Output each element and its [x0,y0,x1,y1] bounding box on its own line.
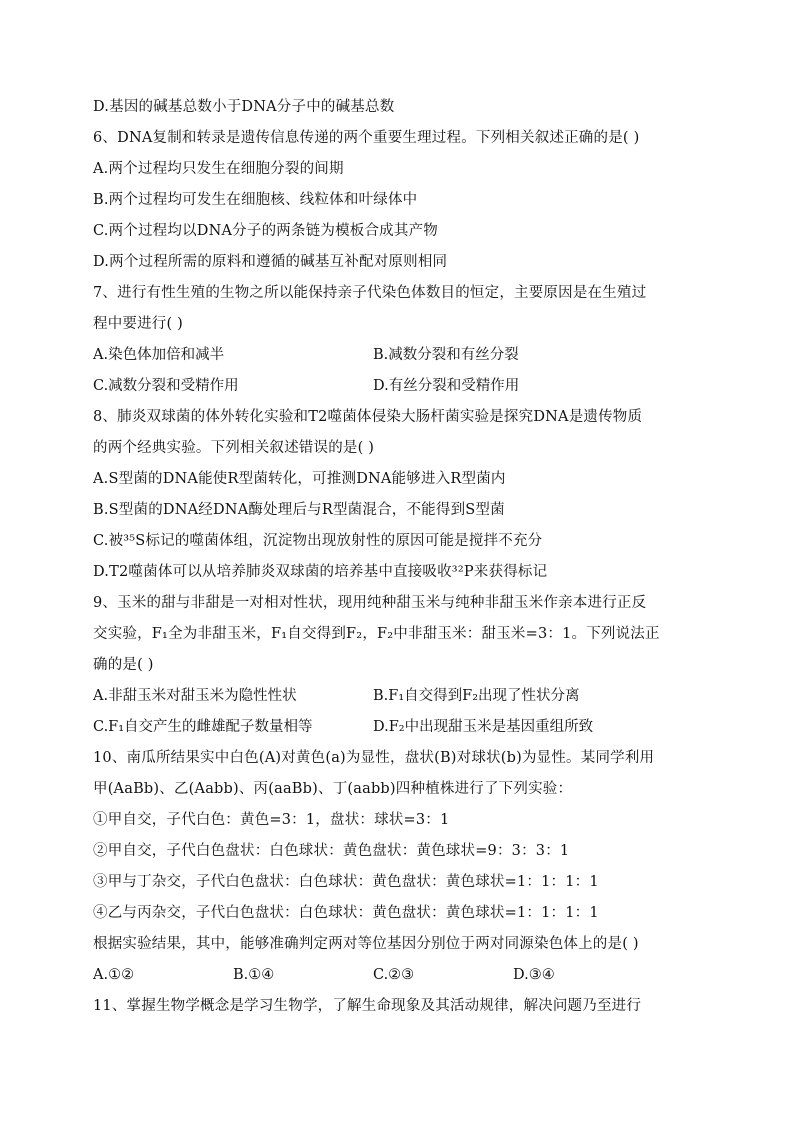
answer-option: A.非甜玉米对甜玉米为隐性性状 [93,688,297,704]
text-line: A.S型菌的DNA能使R型菌转化，可推测DNA能够进入R型菌内 [93,471,506,487]
text-line: ②甲自交，子代白色盘状：白色球状：黄色盘状：黄色球状=9：3：3：1 [93,843,570,859]
answer-option: C.F₁自交产生的雌雄配子数量相等 [93,719,313,735]
text-line: D.两个过程所需的原料和遵循的碱基互补配对原则相同 [93,254,448,270]
answer-option: C.②③ [373,967,415,983]
option-row [93,960,703,991]
text-line: 7、进行有性生殖的生物之所以能保持亲子代染色体数目的恒定，主要原因是在生殖过 [93,285,647,301]
text-line: 10、南瓜所结果实中白色(A)对黄色(a)为显性，盘状(B)对球状(b)为显性。某同学利用 [93,750,655,766]
answer-option: B.F₁自交得到F₂出现了性状分离 [373,688,580,704]
answer-option: C.减数分裂和受精作用 [93,378,239,394]
option-row [93,712,703,743]
text-line: ④乙与丙杂交，子代白色盘状：白色球状：黄色盘状：黄色球状=1：1：1：1 [93,905,599,921]
text-line: ③甲与丁杂交，子代白色盘状：白色球状：黄色盘状：黄色球状=1：1：1：1 [93,874,599,890]
text-line: ①甲自交，子代白色：黄色=3：1，盘状：球状=3：1 [93,812,450,828]
answer-option: D.F₂中出现甜玉米是基因重组所致 [373,719,594,735]
text-line: C.两个过程均以DNA分子的两条链为模板合成其产物 [93,223,438,239]
text-line: A.两个过程均只发生在细胞分裂的间期 [93,161,344,177]
text-line: B.S型菌的DNA经DNA酶处理后与R型菌混合，不能得到S型菌 [93,502,505,518]
text-line: D.基因的碱基总数小于DNA分子中的碱基总数 [93,99,395,115]
option-row [93,340,703,371]
document-page [93,92,703,1022]
text-line: 的两个经典实验。下列相关叙述错误的是( ) [93,440,375,456]
text-line: 甲(AaBb)、乙(Aabb)、丙(aaBb)、丁(aabb)四种植株进行了下列实验： [93,781,573,797]
answer-option: A.①② [93,967,135,983]
text-line: 交实验，F₁全为非甜玉米，F₁自交得到F₂，F₂中非甜玉米：甜玉米=3：1。下列说法正 [93,626,660,642]
option-row [93,681,703,712]
answer-option: D.③④ [513,967,555,983]
answer-option: D.有丝分裂和受精作用 [373,378,520,394]
text-line: 程中要进行( ) [93,316,184,332]
text-line: 8、肺炎双球菌的体外转化实验和T2噬菌体侵染大肠杆菌实验是探究DNA是遗传物质 [93,409,643,425]
text-line: 9、玉米的甜与非甜是一对相对性状，现用纯种甜玉米与纯种非甜玉米作亲本进行正反 [93,595,647,611]
text-line: B.两个过程均可发生在细胞核、线粒体和叶绿体中 [93,192,418,208]
answer-option: B.减数分裂和有丝分裂 [373,347,519,363]
text-line: 11、掌握生物学概念是学习生物学，了解生命现象及其活动规律，解决问题乃至进行 [93,998,642,1014]
option-row [93,371,703,402]
text-line: 6、DNA复制和转录是遗传信息传递的两个重要生理过程。下列相关叙述正确的是( ) [93,130,640,146]
answer-option: A.染色体加倍和减半 [93,347,225,363]
text-line: 确的是( ) [93,657,154,673]
text-line: 根据实验结果，其中，能够准确判定两对等位基因分别位于两对同源染色体上的是( ) [93,936,639,952]
answer-option: B.①④ [233,967,275,983]
text-line: D.T2噬菌体可以从培养肺炎双球菌的培养基中直接吸收³²P来获得标记 [93,564,548,580]
text-line: C.被³⁵S标记的噬菌体组，沉淀物出现放射性的原因可能是搅拌不充分 [93,533,543,549]
